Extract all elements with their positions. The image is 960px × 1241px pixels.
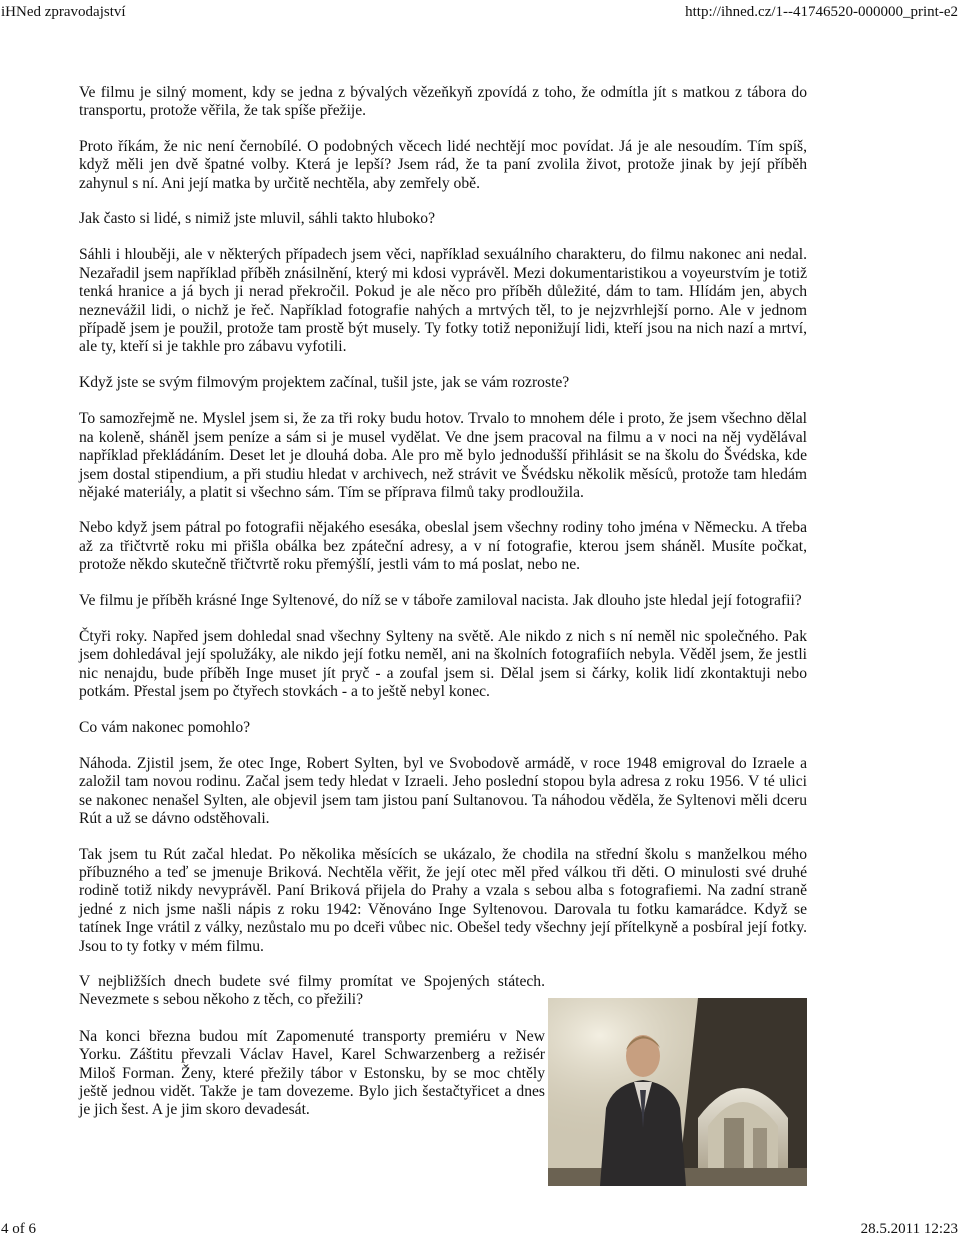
paragraph: Tak jsem tu Rút začal hledat. Po několika měsících se ukázalo, že chodila na střední školu s manželkou mého příbuzného a teď se jmenuje Briková. Nechtěla věřit, že její otec měl před válkou tři děti. O minulosti své druhé rodině totiž nikdy nevyprávěl. Paní Briková přijela do Prahy a vzala s sebou alba s fotografiemi. Na zadní straně jedné z nich jsme našli nápis z roku 1942: Věnováno Inge Syltenovou. Darovala tu fotku kamarádce. Když se tatínek Inge vrátil z války, nezůstalo mu po dceři vůbec nic. Obešel tedy všechny její přítelkyně a posbíral její fotky. Jsou to ty fotky v mém filmu. [79,845,807,955]
interview-question: Ve filmu je příběh krásné Inge Syltenové, do níž se v táboře zamiloval nacista. Jak dlouho jste hledal její fotografii? [79,591,802,609]
header-url: http://ihned.cz/1--41746520-000000_print-e2 [685,4,958,20]
interview-question: V nejbližších dnech budete své filmy promítat ve Spojených státech. Nevezmete s sebou někoho z těch, co přežili? [79,973,545,1009]
header-site-title: iHNed zpravodajství [1,4,126,20]
paragraph: Sáhli i hlouběji, ale v některých případech jsem věci, například sexuálního charakteru, do filmu nakonec ani nedal. Nezařadil jsem například příběh znásilnění, který mi kdosi vyprávěl. Mezi dokumentaristikou a voyeurstvím je totiž tenká hranice a já bych ji nerad překročil. Pokud je ale něco pro příběh důležité, dám to tam. Hlídám jen, abych nezneváži​l lidi, o nichž je řeč. Například fotografie nahých a mrtvých těl, to je nejzvrhlejší porno. Ale v jednom případě jsem je použil, protože tam prostě být musely. Ty fotky totiž neponižují lidi, kteří jsou na nich nazí a mrtví, ale ty, kteří si je takhle pro zábavu vyfotili. [79,246,807,356]
interview-question: Když jste se svým filmovým projektem začínal, tušil jste, jak se vám rozroste? [79,373,570,391]
footer-datetime: 28.5.2011 12:23 [860,1221,958,1237]
paragraph: Na konci března budou mít Zapomenuté transporty premiéru v New Yorku. Záštitu převzali Václav Havel, Karel Schwarzenberg a režisér Miloš Forman. Ženy, které přežily tábor v Estonsku, by se moc chtěly ještě jednou vidět. Takže je tam dovezeme. Bylo jich šestačtyřicet a dnes je jich šest. A je jim skoro devadesát. [79,1027,545,1119]
paragraph: Čtyři roky. Napřed jsem dohledal snad všechny Sylteny na světě. Ale nikdo z nich s ní neměl nic společného. Pak jsem dohledával její spolužáky, ale nikdo její fotku neměl, ani na školních fotografiích nebyla. Věděl jsem, že jestli nic nenajdu, bude příběh Inge muset jít pryč - a zoufal jsem si. Dělal jsem si čárky, kolik lidí zkontaktuji nebo potkám. Přestal jsem po čtyřech stovkách - a to ještě nebyl konec. [79,627,807,701]
paragraph: Proto říkám, že nic není černobílé. O podobných věcech lidé nechtějí moc povídat. Já je ale nesoudím. Tím spíš, když měli jen dvě špatné volby. Která je lepší? Jsem rád, že ta paní zvolila život, protože jinak by její příběh zahynul s ní. Ani její matka by určitě nechtěla, aby zemřely obě. [79,137,807,192]
interview-question: Jak často si lidé, s nimiž jste mluvil, sáhli takto hluboko? [79,210,436,228]
paragraph: To samozřejmě ne. Myslel jsem si, že za tři roky budu hotov. Trvalo to mnohem déle i proto, že jsem všechno dělal na koleně, sháněl jsem peníze a sám si je musel vydělat. Ve dne jsem pracoval na filmu a v noci na něj vydělával například překládáním. Deset let je dlouhá doba. Ale pro mě bylo jednodušší přihlásit se na školu do Švédska, kde jsem dostal stipendium, a při studiu hledat v archivech, než strávit ve Švédsku několik měsíců, protože tam hledám nějaké materiály, a platit si všechno sám. Tím se příprava filmů taky prodloužila. [79,410,807,501]
article-body [79,84,807,1137]
interview-question: Co vám nakonec pomohlo? [79,718,251,736]
paragraph: Ve filmu je silný moment, kdy se jedna z bývalých vězeňkyň zpovídá z toho, že odmítla jít s matkou z tábora do transportu, protože věřila, že tak spíše přežije. [79,84,807,120]
footer-page-number: 4 of 6 [1,1221,36,1237]
portrait-photo-illustration [548,998,807,1186]
paragraph: Nebo když jsem pátral po fotografii nějakého esesáka, obeslal jsem všechny rodiny toho jména v Německu. A třeba až za třičtvrtě roku mi přišla obálka bez zpáteční adresy, a v ní fotografie, kterou jsem sháněl. Musíte počkat, protože někdo skutečně třičtvrtě roku přemýšlí, jestli vám to má poslat, nebo ne. [79,519,807,574]
portrait-photo [548,998,807,1186]
paragraph: Náhoda. Zjistil jsem, že otec Inge, Robert Sylten, byl ve Svobodově armádě, v roce 1948 emigroval do Izraele a založil tam novou rodinu. Začal jsem tedy hledat v Izraeli. Jeho poslední stopou byla adresa z roku 1956. V té ulici se nakonec nenašel Sylten, ale objevil jsem tam jistou paní Sultanovou. Ta náhodou věděla, že Syltenovi měli dceru Rút a už se dávno odstěhovali. [79,754,807,828]
